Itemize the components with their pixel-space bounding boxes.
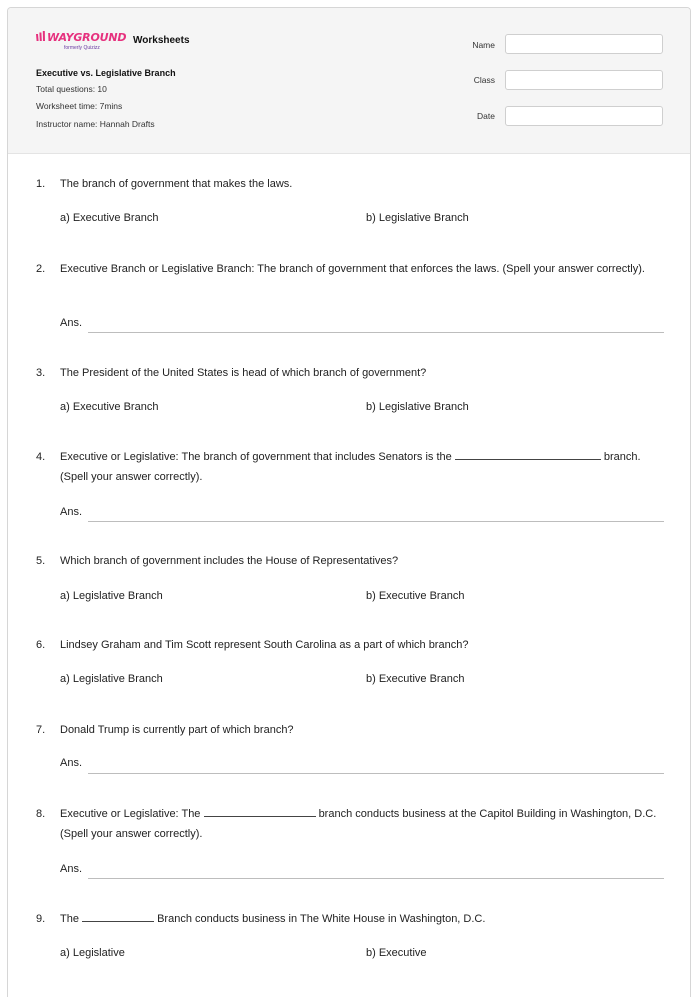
question-number: 4. (36, 451, 46, 463)
question-5 (36, 551, 666, 571)
question-text: The President of the United States is head of which branch of government? (60, 367, 427, 379)
fill-blank (455, 447, 601, 460)
answer-line[interactable] (88, 521, 664, 522)
question-8 (36, 804, 666, 844)
question-number: 2. (36, 263, 46, 275)
question-3 (36, 363, 666, 383)
option-b[interactable]: b) Legislative Branch (366, 212, 469, 224)
question-text: Lindsey Graham and Tim Scott represent South Carolina as a part of which branch? (60, 639, 469, 651)
question-text (60, 804, 666, 844)
option-a[interactable]: a) Executive Branch (60, 212, 159, 224)
question-text: Which branch of government includes the House of Representatives? (60, 555, 399, 567)
question-text-before: The (60, 913, 79, 925)
option-b[interactable]: b) Legislative Branch (366, 401, 469, 413)
logo-mark-icon (36, 31, 46, 44)
worksheet-page (7, 7, 691, 997)
fill-blank (204, 804, 316, 817)
question-2 (36, 259, 666, 279)
option-a[interactable]: a) Legislative (60, 947, 125, 959)
logo-tagline: formerly Quizizz (64, 45, 100, 51)
answer-label: Ans. (60, 317, 83, 329)
question-text-after: branch. (Spell your answer correctly). (60, 451, 641, 483)
worksheet-time: Worksheet time: 7mins (36, 101, 123, 111)
question-number: 9. (36, 913, 46, 925)
worksheet-title: Executive vs. Legislative Branch (36, 68, 176, 78)
question-number: 1. (36, 178, 46, 190)
wayground-logo (36, 31, 126, 44)
question-text-before: Executive or Legislative: The (60, 808, 201, 820)
instructor-name: Instructor name: Hannah Drafts (36, 119, 155, 129)
question-text: The branch of government that makes the laws. (60, 178, 293, 190)
question-text (60, 909, 666, 929)
question-text-after: branch conducts business at the Capitol Building in Washington, D.C. (Spell your answer correctly). (60, 808, 657, 840)
question-text-after: Branch conducts business in The White House in Washington, D.C. (157, 913, 486, 925)
logo-text: WAYGROUND (47, 31, 127, 44)
product-name: Worksheets (133, 35, 190, 46)
answer-label: Ans. (60, 863, 83, 875)
question-text (60, 447, 666, 487)
answer-line[interactable] (88, 332, 664, 333)
question-1 (36, 174, 666, 194)
question-text: Donald Trump is currently part of which branch? (60, 724, 294, 736)
question-text-before: Executive or Legislative: The branch of government that includes Senators is the (60, 451, 452, 463)
fill-blank (82, 909, 154, 922)
worksheet-header (8, 8, 690, 154)
question-number: 8. (36, 808, 46, 820)
option-a[interactable]: a) Legislative Branch (60, 673, 163, 685)
question-number: 5. (36, 555, 46, 567)
date-label: Date (477, 111, 495, 121)
option-a[interactable]: a) Executive Branch (60, 401, 159, 413)
class-field[interactable] (505, 70, 663, 90)
question-4 (36, 447, 666, 487)
answer-label: Ans. (60, 506, 83, 518)
date-field[interactable] (505, 106, 663, 126)
brand-logo[interactable] (36, 31, 126, 51)
option-b[interactable]: b) Executive Branch (366, 673, 465, 685)
total-questions: Total questions: 10 (36, 84, 107, 94)
answer-label: Ans. (60, 757, 83, 769)
option-a[interactable]: a) Legislative Branch (60, 590, 163, 602)
question-9 (36, 909, 666, 929)
answer-line[interactable] (88, 878, 664, 879)
question-6 (36, 635, 666, 655)
option-b[interactable]: b) Executive Branch (366, 590, 465, 602)
name-label: Name (472, 40, 495, 50)
class-label: Class (473, 75, 495, 85)
option-b[interactable]: b) Executive (366, 947, 427, 959)
question-7 (36, 720, 666, 740)
question-text: Executive Branch or Legislative Branch: The branch of government that enforces the laws. (Spell your answer correctly). (60, 263, 645, 275)
question-number: 7. (36, 724, 46, 736)
question-number: 3. (36, 367, 46, 379)
name-field[interactable] (505, 34, 663, 54)
answer-line[interactable] (88, 773, 664, 774)
question-number: 6. (36, 639, 46, 651)
